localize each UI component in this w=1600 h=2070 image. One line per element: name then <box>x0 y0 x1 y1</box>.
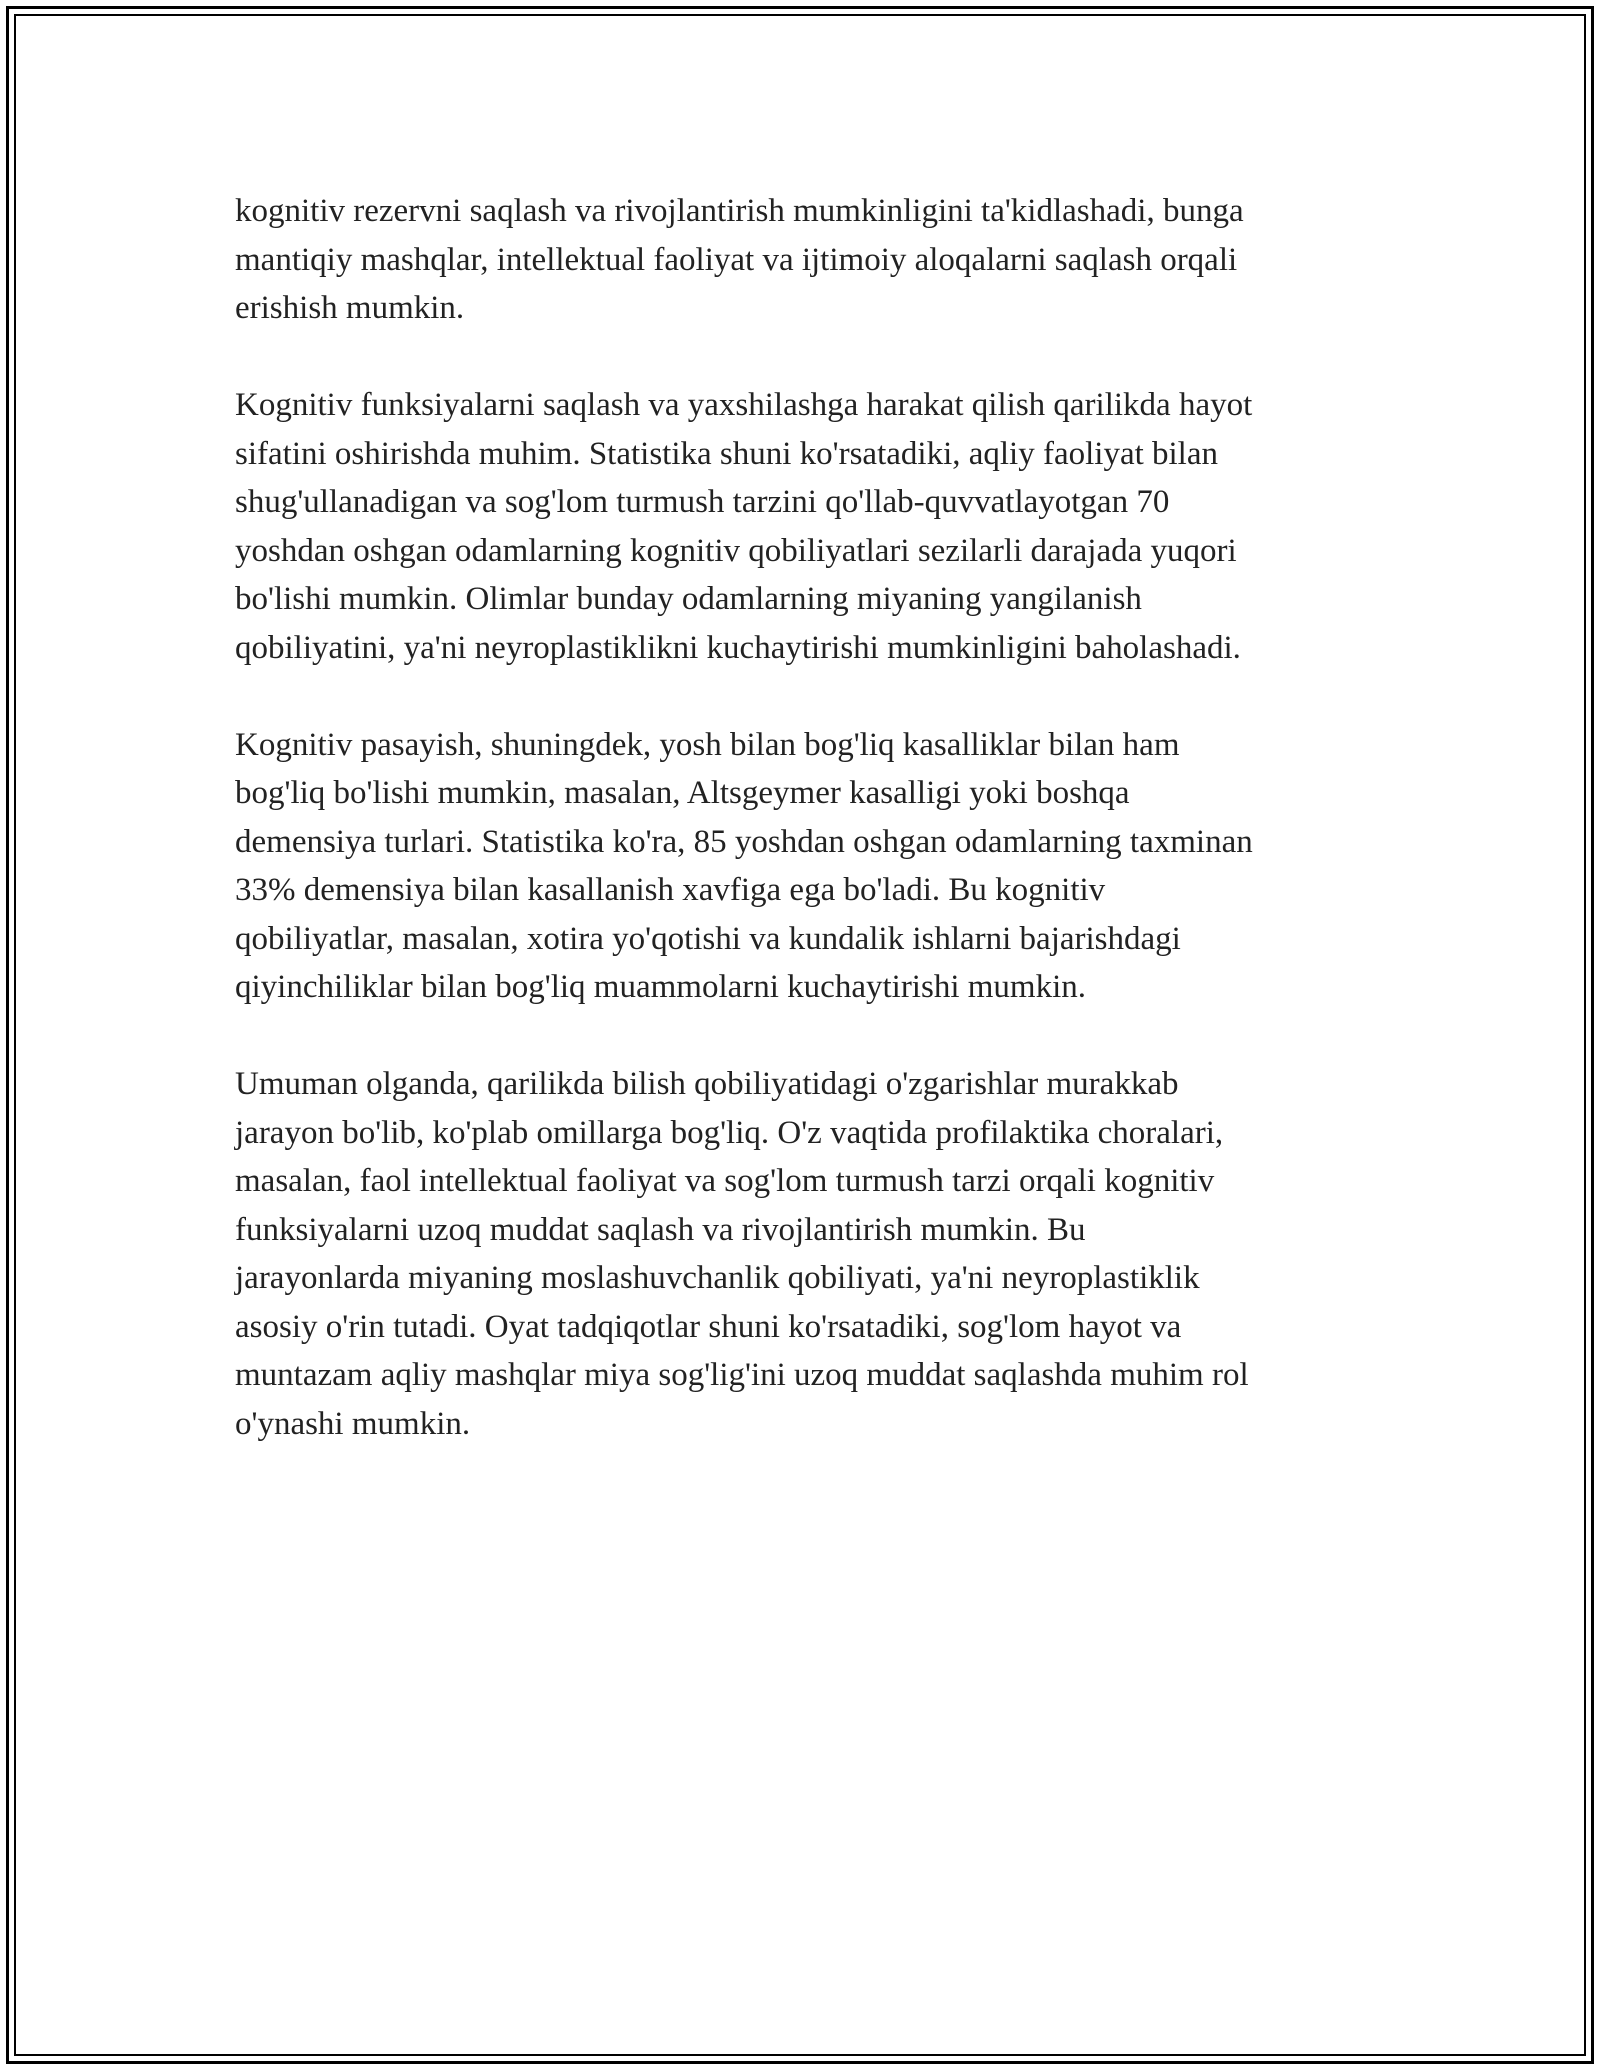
text-line: funksiyalarni uzoq muddat saqlash va rivojlantirish mumkin. Bu <box>235 1211 1086 1248</box>
text-line: jarayon bo'lib, ko'plab omillarga bog'liq. O'z vaqtida profilaktika choralari, <box>235 1114 1224 1151</box>
text-line: bo'lishi mumkin. Olimlar bunday odamlarning miyaning yangilanish <box>235 581 1142 617</box>
text-line: 33% demensiya bilan kasallanish xavfiga ega bo'ladi. Bu kognitiv <box>235 872 1106 908</box>
text-line: asosiy o'rin tutadi. Oyat tadqiqotlar shuni ko'rsatadiki, sog'lom hayot va <box>235 1308 1182 1345</box>
text-line: mantiqiy mashqlar, intellektual faoliyat va ijtimoiy aloqalarni saqlash orqali <box>235 241 1238 278</box>
text-line: o'ynashi mumkin. <box>235 1405 471 1442</box>
text-line: shug'ullanadigan va sog'lom turmush tarzini qo'llab-quvvatlayotgan 70 <box>235 484 1170 520</box>
paragraph-2 <box>235 381 1385 672</box>
paragraph-3 <box>235 721 1385 1012</box>
paragraph-1 <box>235 187 1385 333</box>
text-line: kognitiv rezervni saqlash va rivojlantirish mumkinligini ta'kidlashadi, bunga <box>235 193 1244 229</box>
text-line: masalan, faol intellektual faoliyat va sog'lom turmush tarzi orqali kognitiv <box>235 1163 1215 1199</box>
text-line: qobiliyatlar, masalan, xotira yo'qotishi va kundalik ishlarni bajarishdagi <box>235 920 1181 957</box>
paragraph-4 <box>235 1060 1385 1448</box>
text-line: muntazam aqliy mashqlar miya sog'lig'ini uzoq muddat saqlashda muhim rol <box>235 1357 1249 1393</box>
text-line: Umuman olganda, qarilikda bilish qobiliyatidagi o'zgarishlar murakkab <box>235 1066 1179 1102</box>
text-line: qobiliyatini, ya'ni neyroplastiklikni kuchaytirishi mumkinligini baholashadi. <box>235 629 1241 666</box>
text-line: bog'liq bo'lishi mumkin, masalan, Altsgeymer kasalligi yoki boshqa <box>235 775 1130 811</box>
document-body <box>235 187 1385 1497</box>
text-line: sifatini oshirishda muhim. Statistika shuni ko'rsatadiki, aqliy faoliyat bilan <box>235 435 1218 472</box>
text-line: erishish mumkin. <box>235 290 465 326</box>
text-line: Kognitiv funksiyalarni saqlash va yaxshilashga harakat qilish qarilikda hayot <box>235 387 1253 423</box>
text-line: Kognitiv pasayish, shuningdek, yosh bilan bog'liq kasalliklar bilan ham <box>235 726 1180 763</box>
text-line: jarayonlarda miyaning moslashuvchanlik qobiliyati, ya'ni neyroplastiklik <box>235 1260 1200 1296</box>
text-line: demensiya turlari. Statistika ko'ra, 85 yoshdan oshgan odamlarning taxminan <box>235 823 1253 860</box>
text-line: yoshdan oshgan odamlarning kognitiv qobiliyatlari sezilarli darajada yuqori <box>235 532 1237 569</box>
text-line: qiyinchiliklar bilan bog'liq muammolarni kuchaytirishi mumkin. <box>235 969 1086 1005</box>
